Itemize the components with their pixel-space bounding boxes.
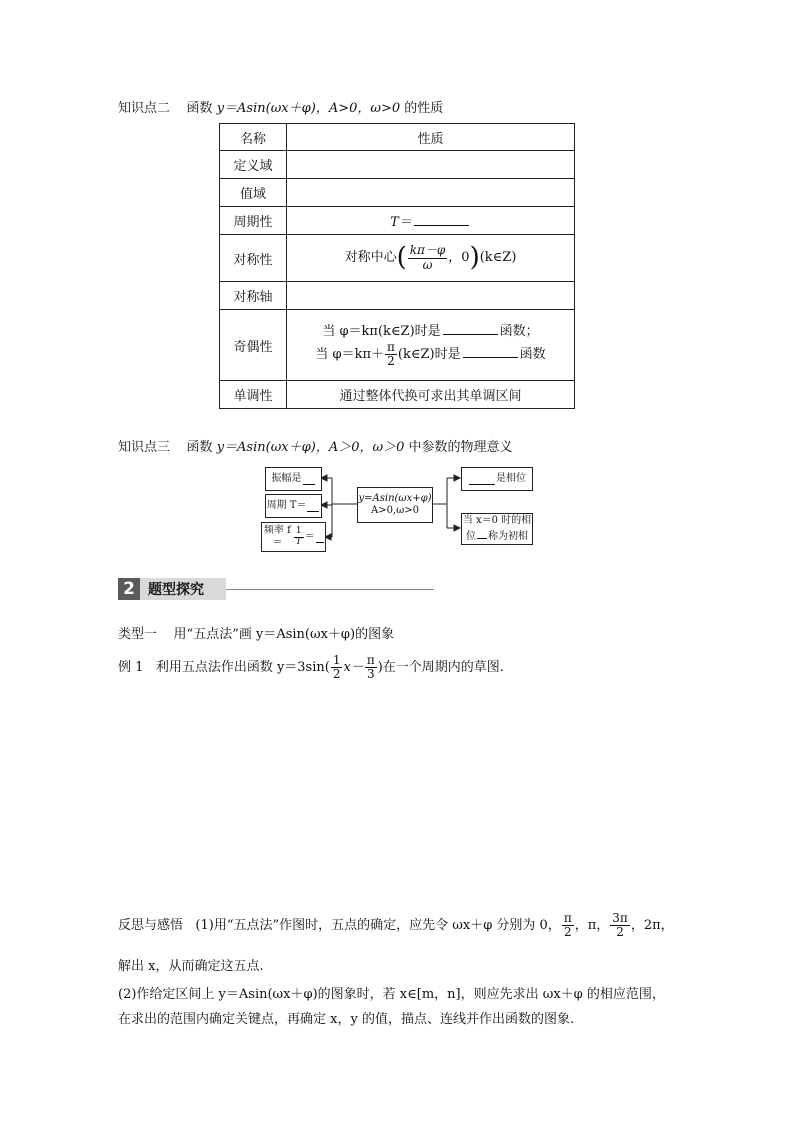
symmetry-prefix: 对称中心	[344, 250, 397, 266]
parity-frac-num: π	[387, 340, 395, 355]
reflection-mid1: ，π，	[574, 918, 610, 934]
row-name: 周期性	[220, 207, 287, 235]
reflection-line2: 解出 x，从而确定这五点.	[118, 959, 264, 974]
frequency-frac-num: 1	[295, 525, 302, 536]
parity-line2-prefix: 当 φ＝kπ＋	[315, 347, 385, 363]
reflection-frac-a-num: π	[563, 911, 572, 925]
initial-phase-line2-suffix: 称为初相	[488, 530, 528, 542]
example1-frac1-num: 1	[332, 653, 341, 667]
example1-fraction2	[365, 654, 377, 681]
section2-label: 知识点二	[118, 101, 171, 116]
section2-title-prefix: 函数	[186, 101, 213, 116]
row-name: 单调性	[220, 381, 287, 409]
example1-label: 例 1	[118, 660, 144, 676]
initial-phase-line1: 当 x＝0 时的相	[462, 515, 532, 526]
part2-title: 题型探究	[140, 578, 226, 600]
center-line1: y=Asin(ωx+φ)	[358, 492, 432, 504]
initial-phase-line2	[466, 528, 528, 544]
parity-line2-suffix: 函数	[519, 347, 546, 363]
parity-line1-prefix: 当 φ＝kπ(k∈Z)时是	[322, 323, 441, 339]
table-header-property: 性质	[287, 124, 575, 151]
section3-label: 知识点三	[118, 440, 171, 455]
parity-line2-mid: (k∈Z)时是	[397, 347, 461, 363]
frequency-blank	[316, 532, 324, 543]
example1	[118, 654, 504, 681]
type1-text: 用“五点法”画 y＝Asin(ωx＋φ)的图象	[173, 627, 395, 642]
arrow-right2	[454, 525, 460, 531]
diagram-initial-phase-box	[461, 513, 533, 545]
reflection-line1	[118, 912, 674, 939]
phase-blank	[469, 474, 495, 485]
row-name: 奇偶性	[220, 310, 287, 381]
reflection-label: 反思与感悟	[118, 918, 184, 934]
initial-phase-blank	[477, 528, 487, 539]
reflection-frac-a-den: 2	[563, 925, 572, 940]
reflection-frac-b-den: 2	[616, 925, 624, 940]
diagram-phase-box	[461, 467, 533, 491]
period-blank	[307, 501, 319, 512]
section3-title-suffix: 中参数的物理意义	[408, 440, 513, 455]
reflection-line3: (2)作给定区间上 y＝Asin(ωx＋φ)的图象时，若 x∈[m，n]，则应先求出 ωx＋φ 的相应范围，	[118, 987, 665, 1002]
example1-prefix: 利用五点法作出函数 y＝3sin(	[155, 660, 330, 676]
reflection-line4: 在求出的范围内确定关键点，再确定 x，y 的值，描点、连线并作出函数的图象.	[118, 1012, 575, 1027]
symmetry-suffix: (k∈Z)	[479, 250, 517, 266]
symmetry-frac-num: kπ－φ	[409, 243, 446, 258]
row-name: 对称轴	[220, 282, 287, 310]
example1-suffix: )在一个周期内的草图.	[377, 660, 504, 676]
type1-heading	[118, 623, 394, 642]
left-paren: (	[396, 243, 407, 273]
example1-fraction1	[331, 654, 343, 681]
frequency-suffix: ＝	[304, 530, 315, 542]
example1-frac2-den: 3	[366, 667, 375, 682]
reflection-fraction-b	[610, 912, 630, 939]
arrow-right1	[454, 475, 460, 481]
diagram-center-box	[357, 487, 433, 523]
row-value: 通过整体代换可求出其单调区间	[287, 381, 575, 409]
diagram-period-box	[265, 494, 322, 518]
example1-mid: x－	[343, 660, 364, 676]
reflection-fraction-a	[562, 912, 574, 939]
frequency-frac-den: T	[295, 536, 302, 547]
type1-label: 类型一	[118, 627, 158, 642]
reflection-line1-suffix: ，2π，	[630, 918, 674, 934]
symmetry-frac-den: ω	[422, 257, 433, 272]
center-line2: A>0,ω>0	[370, 505, 420, 516]
section3-title-formula: y＝Asin(ωx＋φ)，A＞0，ω＞0	[216, 440, 405, 455]
diagram-frequency-box	[261, 522, 326, 552]
row-name: 定义域	[220, 151, 287, 179]
part2-divider	[226, 589, 434, 590]
row-name: 值域	[220, 179, 287, 207]
parity-line1-suffix: 函数；	[499, 323, 539, 339]
period-label: 周期 T＝	[266, 499, 307, 511]
right-paren: )	[469, 243, 480, 273]
initial-phase-line2-prefix: 位	[466, 530, 476, 542]
section3-title-prefix: 函数	[186, 440, 213, 455]
phase-label: 是相位	[496, 472, 526, 484]
reflection-frac-b-num: 3π	[612, 911, 628, 925]
part2-badge: 2	[118, 578, 140, 600]
example1-frac1-den: 2	[332, 667, 341, 682]
parity-frac-den: 2	[387, 354, 395, 369]
amplitude-label: 振幅是	[271, 472, 302, 484]
example1-frac2-num: π	[366, 653, 375, 667]
amplitude-blank	[303, 474, 315, 485]
section2-title-formula: y＝Asin(ωx＋φ)，A>0，ω>0	[216, 101, 401, 116]
symmetry-mid: ，0	[448, 250, 470, 266]
period-label: T＝	[390, 215, 412, 230]
frequency-fraction	[294, 527, 304, 548]
reflection-line1-prefix: (1)用“五点法”作图时，五点的确定，应先令 ωx＋φ 分别为 0，	[195, 918, 561, 934]
row-name: 对称性	[220, 235, 287, 282]
table-header-name: 名称	[220, 124, 287, 151]
frequency-prefix: 频率 f＝	[263, 524, 291, 548]
diagram-amplitude-box	[265, 467, 322, 491]
section2-title-suffix: 的性质	[404, 101, 444, 116]
